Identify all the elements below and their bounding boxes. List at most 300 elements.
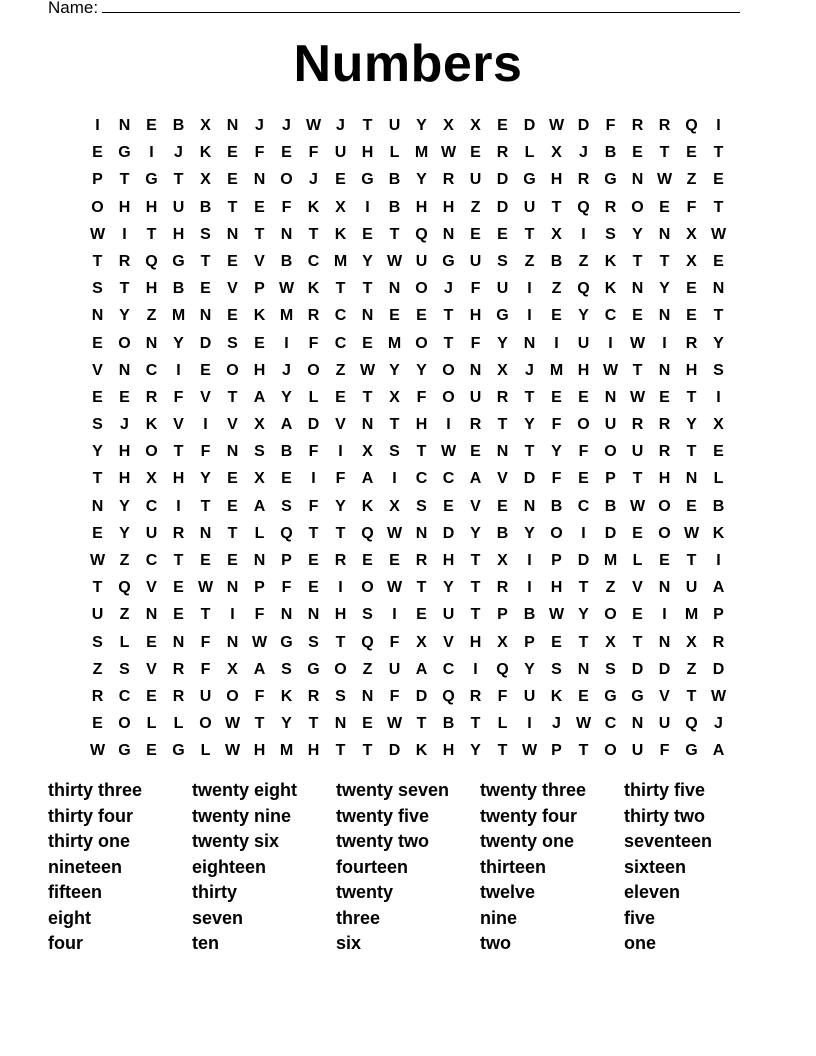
grid-letter: P bbox=[281, 552, 292, 569]
grid-letter: U bbox=[415, 252, 428, 270]
grid-letter: T bbox=[524, 225, 535, 243]
grid-letter: B bbox=[388, 198, 401, 216]
grid-letter: F bbox=[605, 117, 616, 134]
grid-letter: V bbox=[200, 388, 211, 406]
word-list-item: four bbox=[48, 933, 83, 953]
grid-letter: O bbox=[118, 334, 131, 352]
grid-letter: W bbox=[197, 579, 214, 597]
grid-letter: Y bbox=[524, 524, 535, 542]
grid-letter: T bbox=[308, 715, 319, 733]
grid-letter: E bbox=[713, 171, 724, 189]
grid-letter: J bbox=[282, 117, 291, 134]
word-list-item: twenty six bbox=[192, 831, 280, 851]
grid-letter: W bbox=[629, 497, 646, 515]
grid-letter: R bbox=[172, 687, 185, 705]
grid-letter: D bbox=[712, 660, 725, 678]
grid-letter: T bbox=[416, 579, 427, 597]
grid-letter: J bbox=[255, 117, 264, 134]
grid-letter: N bbox=[469, 361, 482, 379]
grid-letter: P bbox=[551, 742, 562, 760]
grid-letter: R bbox=[172, 524, 185, 542]
grid-letter: G bbox=[631, 687, 644, 705]
word-list-item: seven bbox=[192, 907, 244, 928]
grid-letter: E bbox=[416, 606, 427, 624]
grid-letter: E bbox=[686, 307, 697, 325]
grid-letter: Y bbox=[389, 361, 400, 379]
word-list-item: six bbox=[336, 933, 362, 953]
grid-letter: A bbox=[253, 660, 266, 678]
grid-letter: T bbox=[659, 252, 670, 270]
grid-letter: W bbox=[629, 334, 646, 352]
grid-letter: W bbox=[386, 252, 403, 270]
grid-letter: E bbox=[92, 388, 103, 406]
grid-letter: L bbox=[524, 144, 535, 162]
grid-letter: E bbox=[146, 742, 157, 760]
word-list-item: twenty two bbox=[336, 831, 429, 851]
grid-letter: L bbox=[254, 524, 265, 542]
grid-letter: Y bbox=[173, 334, 184, 352]
grid-letter: X bbox=[254, 416, 265, 434]
grid-letter: A bbox=[712, 742, 725, 760]
grid-letter: B bbox=[550, 252, 563, 270]
grid-letter: N bbox=[118, 361, 131, 379]
grid-letter: E bbox=[254, 334, 265, 352]
grid-letter: I bbox=[527, 579, 532, 597]
grid-letter: E bbox=[470, 225, 481, 243]
grid-letter: R bbox=[172, 660, 185, 678]
grid-letter: J bbox=[120, 416, 129, 434]
grid-letter: F bbox=[470, 334, 481, 352]
grid-letter: N bbox=[631, 171, 644, 189]
grid-letter: R bbox=[496, 388, 509, 406]
grid-letter: Q bbox=[361, 524, 374, 542]
grid-letter: T bbox=[686, 687, 697, 705]
grid-letter: F bbox=[308, 497, 319, 515]
word-list-item: seventeen bbox=[624, 831, 713, 851]
grid-letter: V bbox=[146, 579, 157, 597]
grid-letter: U bbox=[91, 606, 104, 624]
grid-letter: W bbox=[386, 715, 403, 733]
grid-letter: N bbox=[442, 225, 455, 243]
grid-letter: N bbox=[388, 280, 401, 298]
grid-letter: N bbox=[361, 687, 374, 705]
grid-letter: D bbox=[199, 334, 212, 352]
grid-letter: U bbox=[604, 416, 617, 434]
grid-letter: X bbox=[713, 416, 724, 434]
grid-letter: O bbox=[361, 579, 374, 597]
grid-letter: J bbox=[174, 144, 183, 162]
grid-letter: A bbox=[469, 470, 482, 488]
grid-letter: Y bbox=[281, 715, 292, 733]
grid-letter: Z bbox=[119, 606, 130, 624]
grid-letter: R bbox=[496, 144, 509, 162]
grid-letter: W bbox=[575, 715, 592, 733]
grid-letter: G bbox=[361, 171, 374, 189]
grid-letter: E bbox=[119, 388, 130, 406]
word-list-item: fifteen bbox=[48, 882, 102, 902]
grid-letter: A bbox=[280, 416, 293, 434]
grid-letter: S bbox=[281, 497, 292, 515]
grid-letter: F bbox=[308, 334, 319, 352]
grid-letter: W bbox=[710, 225, 727, 243]
grid-letter: H bbox=[361, 144, 374, 162]
grid-letter: U bbox=[334, 144, 347, 162]
grid-letter: A bbox=[253, 497, 266, 515]
grid-letter: I bbox=[473, 660, 478, 678]
grid-letter: E bbox=[227, 252, 238, 270]
grid-letter: E bbox=[146, 633, 157, 651]
grid-letter: E bbox=[362, 225, 373, 243]
word-list-item: thirty five bbox=[624, 780, 706, 800]
grid-letter: E bbox=[632, 606, 643, 624]
grid-letter: I bbox=[203, 416, 208, 434]
grid-letter: H bbox=[172, 470, 185, 488]
word-list-item: nineteen bbox=[48, 856, 123, 877]
grid-letter: U bbox=[577, 334, 590, 352]
grid-letter: O bbox=[604, 742, 617, 760]
grid-letter: R bbox=[685, 334, 698, 352]
grid-letter: J bbox=[579, 144, 588, 162]
grid-letter: O bbox=[307, 361, 320, 379]
word-list-item: thirty three bbox=[48, 780, 143, 800]
grid-letter: N bbox=[226, 443, 239, 461]
grid-letter: W bbox=[548, 117, 565, 134]
grid-letter: Y bbox=[443, 579, 454, 597]
grid-letter: T bbox=[632, 361, 643, 379]
grid-letter: H bbox=[253, 742, 266, 760]
grid-letter: I bbox=[122, 225, 127, 243]
grid-letter: E bbox=[92, 715, 103, 733]
grid-letter: W bbox=[683, 524, 700, 542]
grid-letter: O bbox=[658, 497, 671, 515]
grid-letter: D bbox=[307, 416, 320, 434]
grid-letter: O bbox=[91, 198, 104, 216]
grid-letter: H bbox=[253, 361, 266, 379]
grid-letter: O bbox=[145, 443, 158, 461]
grid-letter: S bbox=[308, 633, 319, 651]
grid-letter: M bbox=[549, 361, 564, 379]
grid-letter: Y bbox=[551, 443, 562, 461]
grid-letter: B bbox=[442, 715, 455, 733]
grid-letter: E bbox=[362, 334, 373, 352]
grid-letter: T bbox=[578, 742, 589, 760]
grid-letter: E bbox=[686, 144, 697, 162]
grid-letter: T bbox=[578, 579, 589, 597]
grid-letter: T bbox=[227, 524, 238, 542]
grid-letter: T bbox=[146, 225, 157, 243]
grid-letter: N bbox=[631, 715, 644, 733]
grid-letter: H bbox=[469, 307, 482, 325]
grid-letter: P bbox=[254, 280, 265, 298]
grid-letter: H bbox=[442, 198, 455, 216]
grid-letter: K bbox=[415, 742, 428, 760]
grid-letter: T bbox=[497, 416, 508, 434]
word-list-item: thirty one bbox=[48, 831, 131, 851]
grid-letter: O bbox=[415, 280, 428, 298]
grid-letter: H bbox=[658, 470, 671, 488]
grid-letter: L bbox=[308, 388, 319, 406]
grid-letter: W bbox=[440, 443, 457, 461]
grid-letter: X bbox=[254, 470, 265, 488]
grid-letter: T bbox=[578, 633, 589, 651]
grid-letter: O bbox=[415, 334, 428, 352]
grid-letter: Y bbox=[119, 307, 130, 325]
word-search-grid bbox=[84, 112, 732, 765]
grid-letter: Y bbox=[335, 497, 346, 515]
grid-letter: N bbox=[145, 606, 158, 624]
grid-letter: A bbox=[712, 579, 725, 597]
grid-letter: T bbox=[416, 715, 427, 733]
grid-letter: Q bbox=[496, 660, 509, 678]
word-list-item: eleven bbox=[624, 882, 681, 902]
grid-letter: X bbox=[551, 225, 562, 243]
grid-letter: V bbox=[443, 633, 454, 651]
name-field bbox=[48, 0, 740, 18]
grid-letter: V bbox=[659, 687, 670, 705]
grid-letter: U bbox=[442, 606, 455, 624]
grid-letter: F bbox=[389, 687, 400, 705]
grid-letter: W bbox=[224, 715, 241, 733]
grid-letter: S bbox=[200, 225, 211, 243]
grid-letter: T bbox=[362, 742, 373, 760]
grid-letter: B bbox=[604, 144, 617, 162]
name-underline bbox=[102, 0, 740, 13]
grid-letter: T bbox=[416, 443, 427, 461]
grid-letter: G bbox=[604, 171, 617, 189]
grid-letter: F bbox=[659, 742, 670, 760]
grid-letter: E bbox=[200, 361, 211, 379]
grid-letter: X bbox=[389, 497, 400, 515]
grid-letter: W bbox=[602, 361, 619, 379]
grid-letter: H bbox=[172, 225, 185, 243]
grid-letter: H bbox=[118, 443, 131, 461]
grid-letter: T bbox=[119, 171, 130, 189]
grid-letter: Y bbox=[632, 225, 643, 243]
grid-letter: Y bbox=[281, 388, 292, 406]
grid-letter: B bbox=[496, 524, 509, 542]
grid-letter: L bbox=[200, 742, 211, 760]
grid-letter: T bbox=[200, 252, 211, 270]
grid-letter: R bbox=[415, 552, 428, 569]
grid-letter: N bbox=[226, 117, 239, 134]
grid-letter: T bbox=[200, 497, 211, 515]
grid-letter: D bbox=[658, 660, 671, 678]
grid-letter: C bbox=[334, 307, 347, 325]
grid-letter: R bbox=[145, 388, 158, 406]
grid-letter: D bbox=[415, 687, 428, 705]
grid-letter: T bbox=[524, 443, 535, 461]
grid-letter: Y bbox=[713, 334, 724, 352]
grid-letter: P bbox=[92, 171, 103, 189]
grid-letter: P bbox=[713, 606, 724, 624]
grid-letter: X bbox=[146, 470, 157, 488]
grid-letter: T bbox=[524, 388, 535, 406]
grid-letter: S bbox=[389, 443, 400, 461]
grid-letter: R bbox=[658, 443, 671, 461]
word-list-item: twenty four bbox=[480, 805, 577, 826]
word-list-item: fourteen bbox=[336, 856, 408, 877]
grid-letter: E bbox=[578, 388, 589, 406]
grid-letter: U bbox=[523, 687, 536, 705]
grid-letter: W bbox=[251, 633, 268, 651]
grid-letter: W bbox=[440, 144, 457, 162]
word-list-item: twenty bbox=[336, 882, 394, 902]
grid-letter: D bbox=[523, 470, 536, 488]
grid-letter: R bbox=[604, 198, 617, 216]
grid-letter: E bbox=[443, 497, 454, 515]
grid-letter: I bbox=[284, 334, 289, 352]
grid-letter: Y bbox=[659, 280, 670, 298]
grid-letter: E bbox=[470, 144, 481, 162]
grid-letter: Z bbox=[119, 552, 130, 569]
grid-letter: C bbox=[604, 715, 617, 733]
grid-letter: P bbox=[254, 579, 265, 597]
grid-letter: D bbox=[496, 171, 509, 189]
grid-letter: C bbox=[334, 334, 347, 352]
grid-letter: I bbox=[365, 198, 370, 216]
grid-letter: X bbox=[389, 388, 400, 406]
grid-letter: H bbox=[442, 742, 455, 760]
grid-letter: N bbox=[658, 633, 671, 651]
word-list-item: twenty nine bbox=[192, 805, 292, 826]
grid-letter: Z bbox=[686, 660, 697, 678]
grid-letter: H bbox=[577, 361, 590, 379]
grid-letter: D bbox=[631, 660, 644, 678]
grid-letter: Y bbox=[470, 742, 481, 760]
grid-letter: H bbox=[145, 280, 158, 298]
grid-letter: J bbox=[552, 715, 561, 733]
grid-letter: H bbox=[469, 633, 482, 651]
grid-letter: E bbox=[362, 552, 373, 569]
grid-letter: E bbox=[659, 552, 670, 569]
grid-letter: C bbox=[145, 497, 158, 515]
grid-letter: R bbox=[307, 687, 320, 705]
grid-letter: M bbox=[684, 606, 699, 624]
grid-letter: T bbox=[497, 742, 508, 760]
grid-letter: W bbox=[521, 742, 538, 760]
grid-letter: U bbox=[199, 687, 212, 705]
grid-letter: N bbox=[658, 361, 671, 379]
word-list-item: twenty one bbox=[480, 831, 575, 851]
grid-letter: T bbox=[686, 388, 697, 406]
grid-letter: T bbox=[173, 443, 184, 461]
grid-letter: M bbox=[603, 552, 618, 569]
grid-letter: W bbox=[710, 687, 727, 705]
grid-letter: R bbox=[307, 307, 320, 325]
grid-letter: H bbox=[442, 552, 455, 569]
grid-letter: T bbox=[389, 416, 400, 434]
grid-letter: T bbox=[659, 144, 670, 162]
grid-letter: T bbox=[227, 198, 238, 216]
grid-letter: R bbox=[658, 117, 671, 134]
grid-letter: K bbox=[334, 225, 347, 243]
grid-letter: A bbox=[415, 660, 428, 678]
grid-letter: B bbox=[280, 443, 293, 461]
grid-letter: V bbox=[146, 660, 157, 678]
grid-letter: R bbox=[658, 416, 671, 434]
grid-letter: T bbox=[254, 225, 265, 243]
grid-letter: E bbox=[200, 552, 211, 569]
grid-letter: X bbox=[335, 198, 346, 216]
grid-letter: K bbox=[307, 280, 320, 298]
grid-letter: T bbox=[227, 388, 238, 406]
grid-letter: Z bbox=[470, 198, 481, 216]
grid-letter: W bbox=[305, 117, 322, 134]
grid-letter: E bbox=[227, 497, 238, 515]
grid-letter: T bbox=[362, 388, 373, 406]
grid-letter: D bbox=[523, 117, 536, 134]
word-list-item: twenty seven bbox=[336, 780, 450, 800]
grid-letter: R bbox=[91, 687, 104, 705]
grid-letter: Y bbox=[416, 361, 427, 379]
grid-letter: O bbox=[334, 660, 347, 678]
grid-letter: I bbox=[716, 117, 721, 134]
grid-letter: H bbox=[334, 606, 347, 624]
grid-letter: E bbox=[497, 497, 508, 515]
grid-letter: T bbox=[254, 715, 265, 733]
grid-letter: I bbox=[446, 416, 451, 434]
grid-letter: V bbox=[254, 252, 265, 270]
grid-letter: T bbox=[686, 443, 697, 461]
grid-letter: E bbox=[362, 715, 373, 733]
grid-letter: N bbox=[307, 606, 320, 624]
grid-letter: N bbox=[658, 225, 671, 243]
grid-letter: Z bbox=[362, 660, 373, 678]
grid-letter: T bbox=[362, 117, 373, 134]
grid-letter: T bbox=[200, 606, 211, 624]
grid-letter: C bbox=[145, 552, 158, 569]
grid-letter: P bbox=[551, 552, 562, 569]
grid-letter: N bbox=[145, 334, 158, 352]
grid-letter: S bbox=[605, 660, 616, 678]
grid-letter: F bbox=[308, 144, 319, 162]
grid-letter: N bbox=[496, 443, 509, 461]
grid-letter: W bbox=[278, 280, 295, 298]
grid-letter: S bbox=[362, 606, 373, 624]
grid-letter: B bbox=[712, 497, 725, 515]
grid-letter: I bbox=[581, 524, 586, 542]
grid-letter: K bbox=[604, 280, 617, 298]
grid-letter: S bbox=[254, 443, 265, 461]
grid-letter: G bbox=[442, 252, 455, 270]
grid-letter: Z bbox=[578, 252, 589, 270]
grid-letter: T bbox=[362, 280, 373, 298]
grid-letter: O bbox=[118, 715, 131, 733]
grid-letter: J bbox=[282, 361, 291, 379]
word-list-item: two bbox=[480, 933, 511, 953]
word-list bbox=[48, 778, 768, 957]
grid-letter: N bbox=[523, 497, 536, 515]
grid-letter: G bbox=[172, 252, 185, 270]
grid-letter: R bbox=[577, 171, 590, 189]
grid-letter: R bbox=[631, 117, 644, 134]
grid-letter: T bbox=[443, 334, 454, 352]
grid-letter: G bbox=[118, 144, 131, 162]
grid-letter: G bbox=[145, 171, 158, 189]
grid-letter: Y bbox=[200, 470, 211, 488]
grid-letter: U bbox=[469, 388, 482, 406]
grid-letter: T bbox=[551, 198, 562, 216]
grid-letter: U bbox=[631, 742, 644, 760]
grid-letter: W bbox=[89, 742, 106, 760]
grid-letter: U bbox=[631, 443, 644, 461]
grid-letter: T bbox=[713, 198, 724, 216]
grid-letter: D bbox=[496, 198, 509, 216]
grid-letter: W bbox=[629, 388, 646, 406]
grid-letter: Y bbox=[416, 171, 427, 189]
grid-letter: T bbox=[92, 579, 103, 597]
grid-letter: Z bbox=[92, 660, 103, 678]
